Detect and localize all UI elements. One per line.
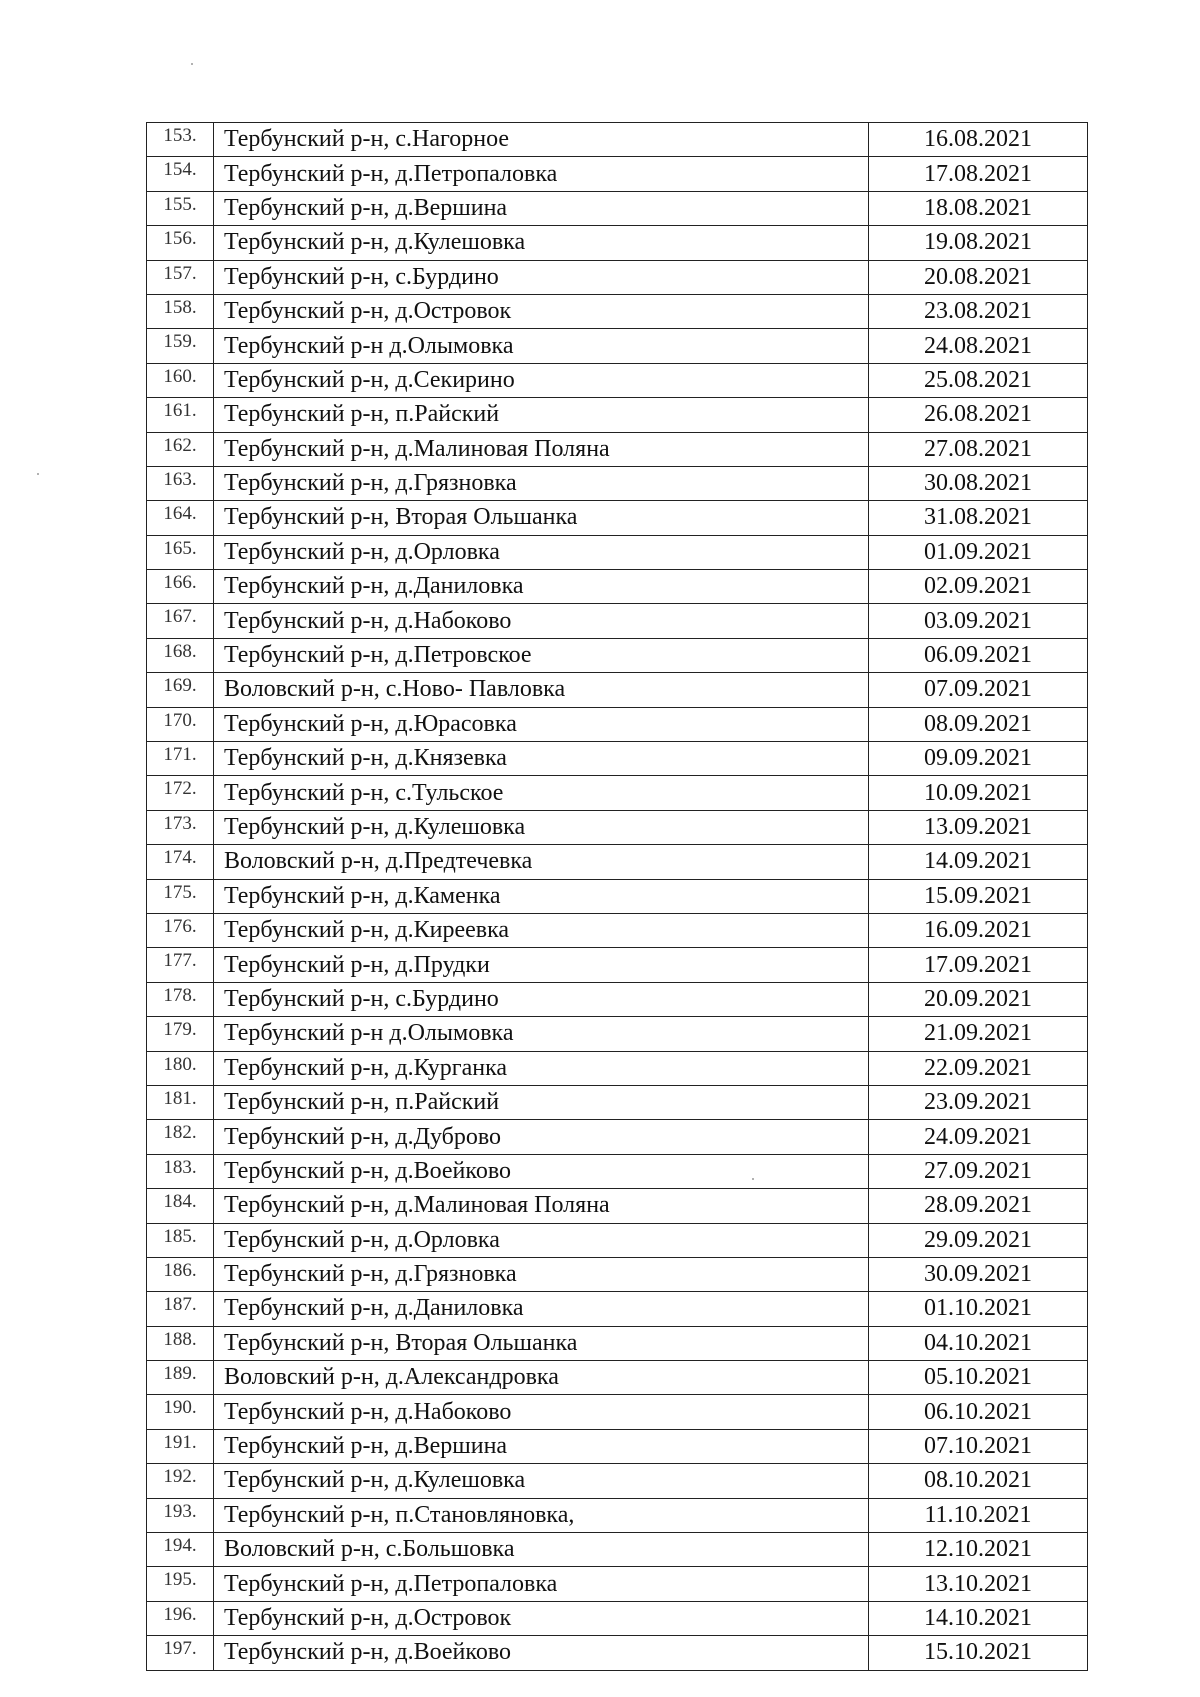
row-number: 160.: [147, 363, 214, 397]
row-date: 27.09.2021: [869, 1154, 1088, 1188]
row-location: Тербунский р-н, д.Воейково: [214, 1636, 869, 1670]
row-number: 172.: [147, 776, 214, 810]
row-number: 153.: [147, 123, 214, 157]
row-location: Тербунский р-н, д.Вершина: [214, 191, 869, 225]
row-date: 29.09.2021: [869, 1223, 1088, 1257]
row-date: 20.08.2021: [869, 260, 1088, 294]
row-date: 01.09.2021: [869, 535, 1088, 569]
row-number: 168.: [147, 638, 214, 672]
table-row: [147, 1085, 1088, 1119]
row-number: 195.: [147, 1567, 214, 1601]
row-location: Тербунский р-н, д.Князевка: [214, 742, 869, 776]
table-row: [147, 432, 1088, 466]
table-row: [147, 535, 1088, 569]
table-row: [147, 363, 1088, 397]
table-row: [147, 845, 1088, 879]
row-date: 16.08.2021: [869, 123, 1088, 157]
row-location: Тербунский р-н д.Олымовка: [214, 1017, 869, 1051]
table-row: [147, 1464, 1088, 1498]
table-row: [147, 1361, 1088, 1395]
row-number: 163.: [147, 466, 214, 500]
row-number: 187.: [147, 1292, 214, 1326]
table-row: [147, 604, 1088, 638]
row-date: 23.09.2021: [869, 1085, 1088, 1119]
table-row: [147, 1120, 1088, 1154]
table-row: [147, 982, 1088, 1016]
row-date: 09.09.2021: [869, 742, 1088, 776]
row-number: 159.: [147, 329, 214, 363]
row-location: Тербунский р-н, п.Райский: [214, 398, 869, 432]
row-location: Тербунский р-н, д.Курганка: [214, 1051, 869, 1085]
row-location: Тербунский р-н, Вторая Ольшанка: [214, 1326, 869, 1360]
table-row: [147, 1189, 1088, 1223]
row-location: Тербунский р-н, д.Вершина: [214, 1429, 869, 1463]
row-date: 21.09.2021: [869, 1017, 1088, 1051]
row-date: 01.10.2021: [869, 1292, 1088, 1326]
row-location: Тербунский р-н, д.Дуброво: [214, 1120, 869, 1154]
row-location: Тербунский р-н, с.Тульское: [214, 776, 869, 810]
row-number: 171.: [147, 742, 214, 776]
table-row: [147, 157, 1088, 191]
row-date: 23.08.2021: [869, 294, 1088, 328]
table-row: [147, 673, 1088, 707]
row-date: 04.10.2021: [869, 1326, 1088, 1360]
row-number: 158.: [147, 294, 214, 328]
scan-speck: [37, 473, 39, 475]
row-location: Тербунский р-н, д.Малиновая Поляна: [214, 1189, 869, 1223]
row-date: 17.09.2021: [869, 948, 1088, 982]
row-number: 167.: [147, 604, 214, 638]
row-location: Тербунский р-н, д.Петропаловка: [214, 1567, 869, 1601]
table-row: [147, 294, 1088, 328]
row-date: 19.08.2021: [869, 226, 1088, 260]
table-row: [147, 879, 1088, 913]
row-date: 14.09.2021: [869, 845, 1088, 879]
table-row: [147, 1636, 1088, 1670]
row-location: Тербунский р-н, д.Малиновая Поляна: [214, 432, 869, 466]
row-number: 174.: [147, 845, 214, 879]
row-location: Тербунский р-н, д.Даниловка: [214, 1292, 869, 1326]
row-date: 05.10.2021: [869, 1361, 1088, 1395]
row-location: Тербунский р-н, д.Петровское: [214, 638, 869, 672]
row-number: 184.: [147, 1189, 214, 1223]
row-location: Тербунский р-н, д.Секирино: [214, 363, 869, 397]
table-row: [147, 1498, 1088, 1532]
row-number: 176.: [147, 913, 214, 947]
row-number: 180.: [147, 1051, 214, 1085]
row-date: 31.08.2021: [869, 501, 1088, 535]
row-location: Воловский р-н, с.Ново- Павловка: [214, 673, 869, 707]
row-number: 183.: [147, 1154, 214, 1188]
row-location: Тербунский р-н, п.Райский: [214, 1085, 869, 1119]
row-date: 20.09.2021: [869, 982, 1088, 1016]
row-date: 25.08.2021: [869, 363, 1088, 397]
table-row: [147, 1017, 1088, 1051]
row-date: 03.09.2021: [869, 604, 1088, 638]
row-date: 26.08.2021: [869, 398, 1088, 432]
row-date: 06.10.2021: [869, 1395, 1088, 1429]
row-date: 07.09.2021: [869, 673, 1088, 707]
row-date: 02.09.2021: [869, 570, 1088, 604]
row-date: 10.09.2021: [869, 776, 1088, 810]
row-location: Тербунский р-н, п.Становляновка,: [214, 1498, 869, 1532]
row-number: 155.: [147, 191, 214, 225]
row-location: Воловский р-н, с.Большовка: [214, 1533, 869, 1567]
table-row: [147, 1223, 1088, 1257]
table-row: [147, 638, 1088, 672]
row-location: Тербунский р-н, д.Набоково: [214, 604, 869, 638]
table-row: [147, 123, 1088, 157]
row-location: Тербунский р-н, с.Нагорное: [214, 123, 869, 157]
row-date: 15.09.2021: [869, 879, 1088, 913]
row-date: 22.09.2021: [869, 1051, 1088, 1085]
row-number: 196.: [147, 1601, 214, 1635]
row-location: Тербунский р-н, д.Прудки: [214, 948, 869, 982]
table-row: [147, 570, 1088, 604]
row-date: 06.09.2021: [869, 638, 1088, 672]
row-number: 188.: [147, 1326, 214, 1360]
row-date: 17.08.2021: [869, 157, 1088, 191]
row-location: Тербунский р-н, д.Грязновка: [214, 466, 869, 500]
row-number: 179.: [147, 1017, 214, 1051]
row-location: Тербунский р-н, д.Орловка: [214, 1223, 869, 1257]
row-date: 11.10.2021: [869, 1498, 1088, 1532]
row-number: 157.: [147, 260, 214, 294]
row-number: 182.: [147, 1120, 214, 1154]
row-number: 166.: [147, 570, 214, 604]
row-date: 27.08.2021: [869, 432, 1088, 466]
row-number: 156.: [147, 226, 214, 260]
table-body: [147, 123, 1088, 1671]
row-location: Тербунский р-н, Вторая Ольшанка: [214, 501, 869, 535]
schedule-table: [146, 122, 1088, 1671]
table-row: [147, 776, 1088, 810]
row-number: 165.: [147, 535, 214, 569]
table-row: [147, 260, 1088, 294]
table-row: [147, 810, 1088, 844]
table-row: [147, 501, 1088, 535]
row-date: 24.09.2021: [869, 1120, 1088, 1154]
row-location: Тербунский р-н д.Олымовка: [214, 329, 869, 363]
row-number: 154.: [147, 157, 214, 191]
row-number: 162.: [147, 432, 214, 466]
row-date: 08.10.2021: [869, 1464, 1088, 1498]
row-date: 28.09.2021: [869, 1189, 1088, 1223]
row-location: Воловский р-н, д.Александровка: [214, 1361, 869, 1395]
row-number: 189.: [147, 1361, 214, 1395]
table-row: [147, 226, 1088, 260]
row-number: 190.: [147, 1395, 214, 1429]
table-row: [147, 707, 1088, 741]
row-location: Тербунский р-н, д.Островок: [214, 1601, 869, 1635]
row-number: 175.: [147, 879, 214, 913]
row-number: 191.: [147, 1429, 214, 1463]
row-date: 30.08.2021: [869, 466, 1088, 500]
row-date: 14.10.2021: [869, 1601, 1088, 1635]
row-number: 193.: [147, 1498, 214, 1532]
row-number: 170.: [147, 707, 214, 741]
row-date: 16.09.2021: [869, 913, 1088, 947]
row-date: 12.10.2021: [869, 1533, 1088, 1567]
row-number: 194.: [147, 1533, 214, 1567]
row-location: Тербунский р-н, д.Юрасовка: [214, 707, 869, 741]
row-date: 30.09.2021: [869, 1257, 1088, 1291]
table-row: [147, 1326, 1088, 1360]
row-date: 08.09.2021: [869, 707, 1088, 741]
row-date: 24.08.2021: [869, 329, 1088, 363]
table-row: [147, 1051, 1088, 1085]
row-number: 178.: [147, 982, 214, 1016]
row-number: 181.: [147, 1085, 214, 1119]
row-location: Тербунский р-н, д.Набоково: [214, 1395, 869, 1429]
table-row: [147, 398, 1088, 432]
row-number: 197.: [147, 1636, 214, 1670]
row-location: Тербунский р-н, д.Каменка: [214, 879, 869, 913]
row-number: 192.: [147, 1464, 214, 1498]
table-row: [147, 1567, 1088, 1601]
row-location: Тербунский р-н, д.Кулешовка: [214, 810, 869, 844]
row-number: 177.: [147, 948, 214, 982]
table-row: [147, 1533, 1088, 1567]
row-number: 169.: [147, 673, 214, 707]
row-location: Тербунский р-н, д.Киреевка: [214, 913, 869, 947]
table-row: [147, 1429, 1088, 1463]
row-location: Тербунский р-н, д.Островок: [214, 294, 869, 328]
scan-speck: [191, 63, 193, 65]
table-row: [147, 1154, 1088, 1188]
table-row: [147, 1395, 1088, 1429]
row-location: Воловский р-н, д.Предтечевка: [214, 845, 869, 879]
table-row: [147, 913, 1088, 947]
table-row: [147, 191, 1088, 225]
row-number: 185.: [147, 1223, 214, 1257]
row-date: 07.10.2021: [869, 1429, 1088, 1463]
row-date: 13.10.2021: [869, 1567, 1088, 1601]
row-location: Тербунский р-н, д.Грязновка: [214, 1257, 869, 1291]
row-location: Тербунский р-н, с.Бурдино: [214, 260, 869, 294]
row-number: 161.: [147, 398, 214, 432]
row-number: 173.: [147, 810, 214, 844]
table-row: [147, 466, 1088, 500]
row-location: Тербунский р-н, д.Петропаловка: [214, 157, 869, 191]
row-location: Тербунский р-н, д.Даниловка: [214, 570, 869, 604]
table-row: [147, 1257, 1088, 1291]
row-location: Тербунский р-н, д.Воейково: [214, 1154, 869, 1188]
table-row: [147, 948, 1088, 982]
row-location: Тербунский р-н, д.Орловка: [214, 535, 869, 569]
row-number: 164.: [147, 501, 214, 535]
table-row: [147, 1601, 1088, 1635]
row-number: 186.: [147, 1257, 214, 1291]
row-date: 15.10.2021: [869, 1636, 1088, 1670]
row-date: 13.09.2021: [869, 810, 1088, 844]
row-date: 18.08.2021: [869, 191, 1088, 225]
table-row: [147, 1292, 1088, 1326]
table-row: [147, 329, 1088, 363]
row-location: Тербунский р-н, д.Кулешовка: [214, 226, 869, 260]
row-location: Тербунский р-н, д.Кулешовка: [214, 1464, 869, 1498]
row-location: Тербунский р-н, с.Бурдино: [214, 982, 869, 1016]
table-row: [147, 742, 1088, 776]
